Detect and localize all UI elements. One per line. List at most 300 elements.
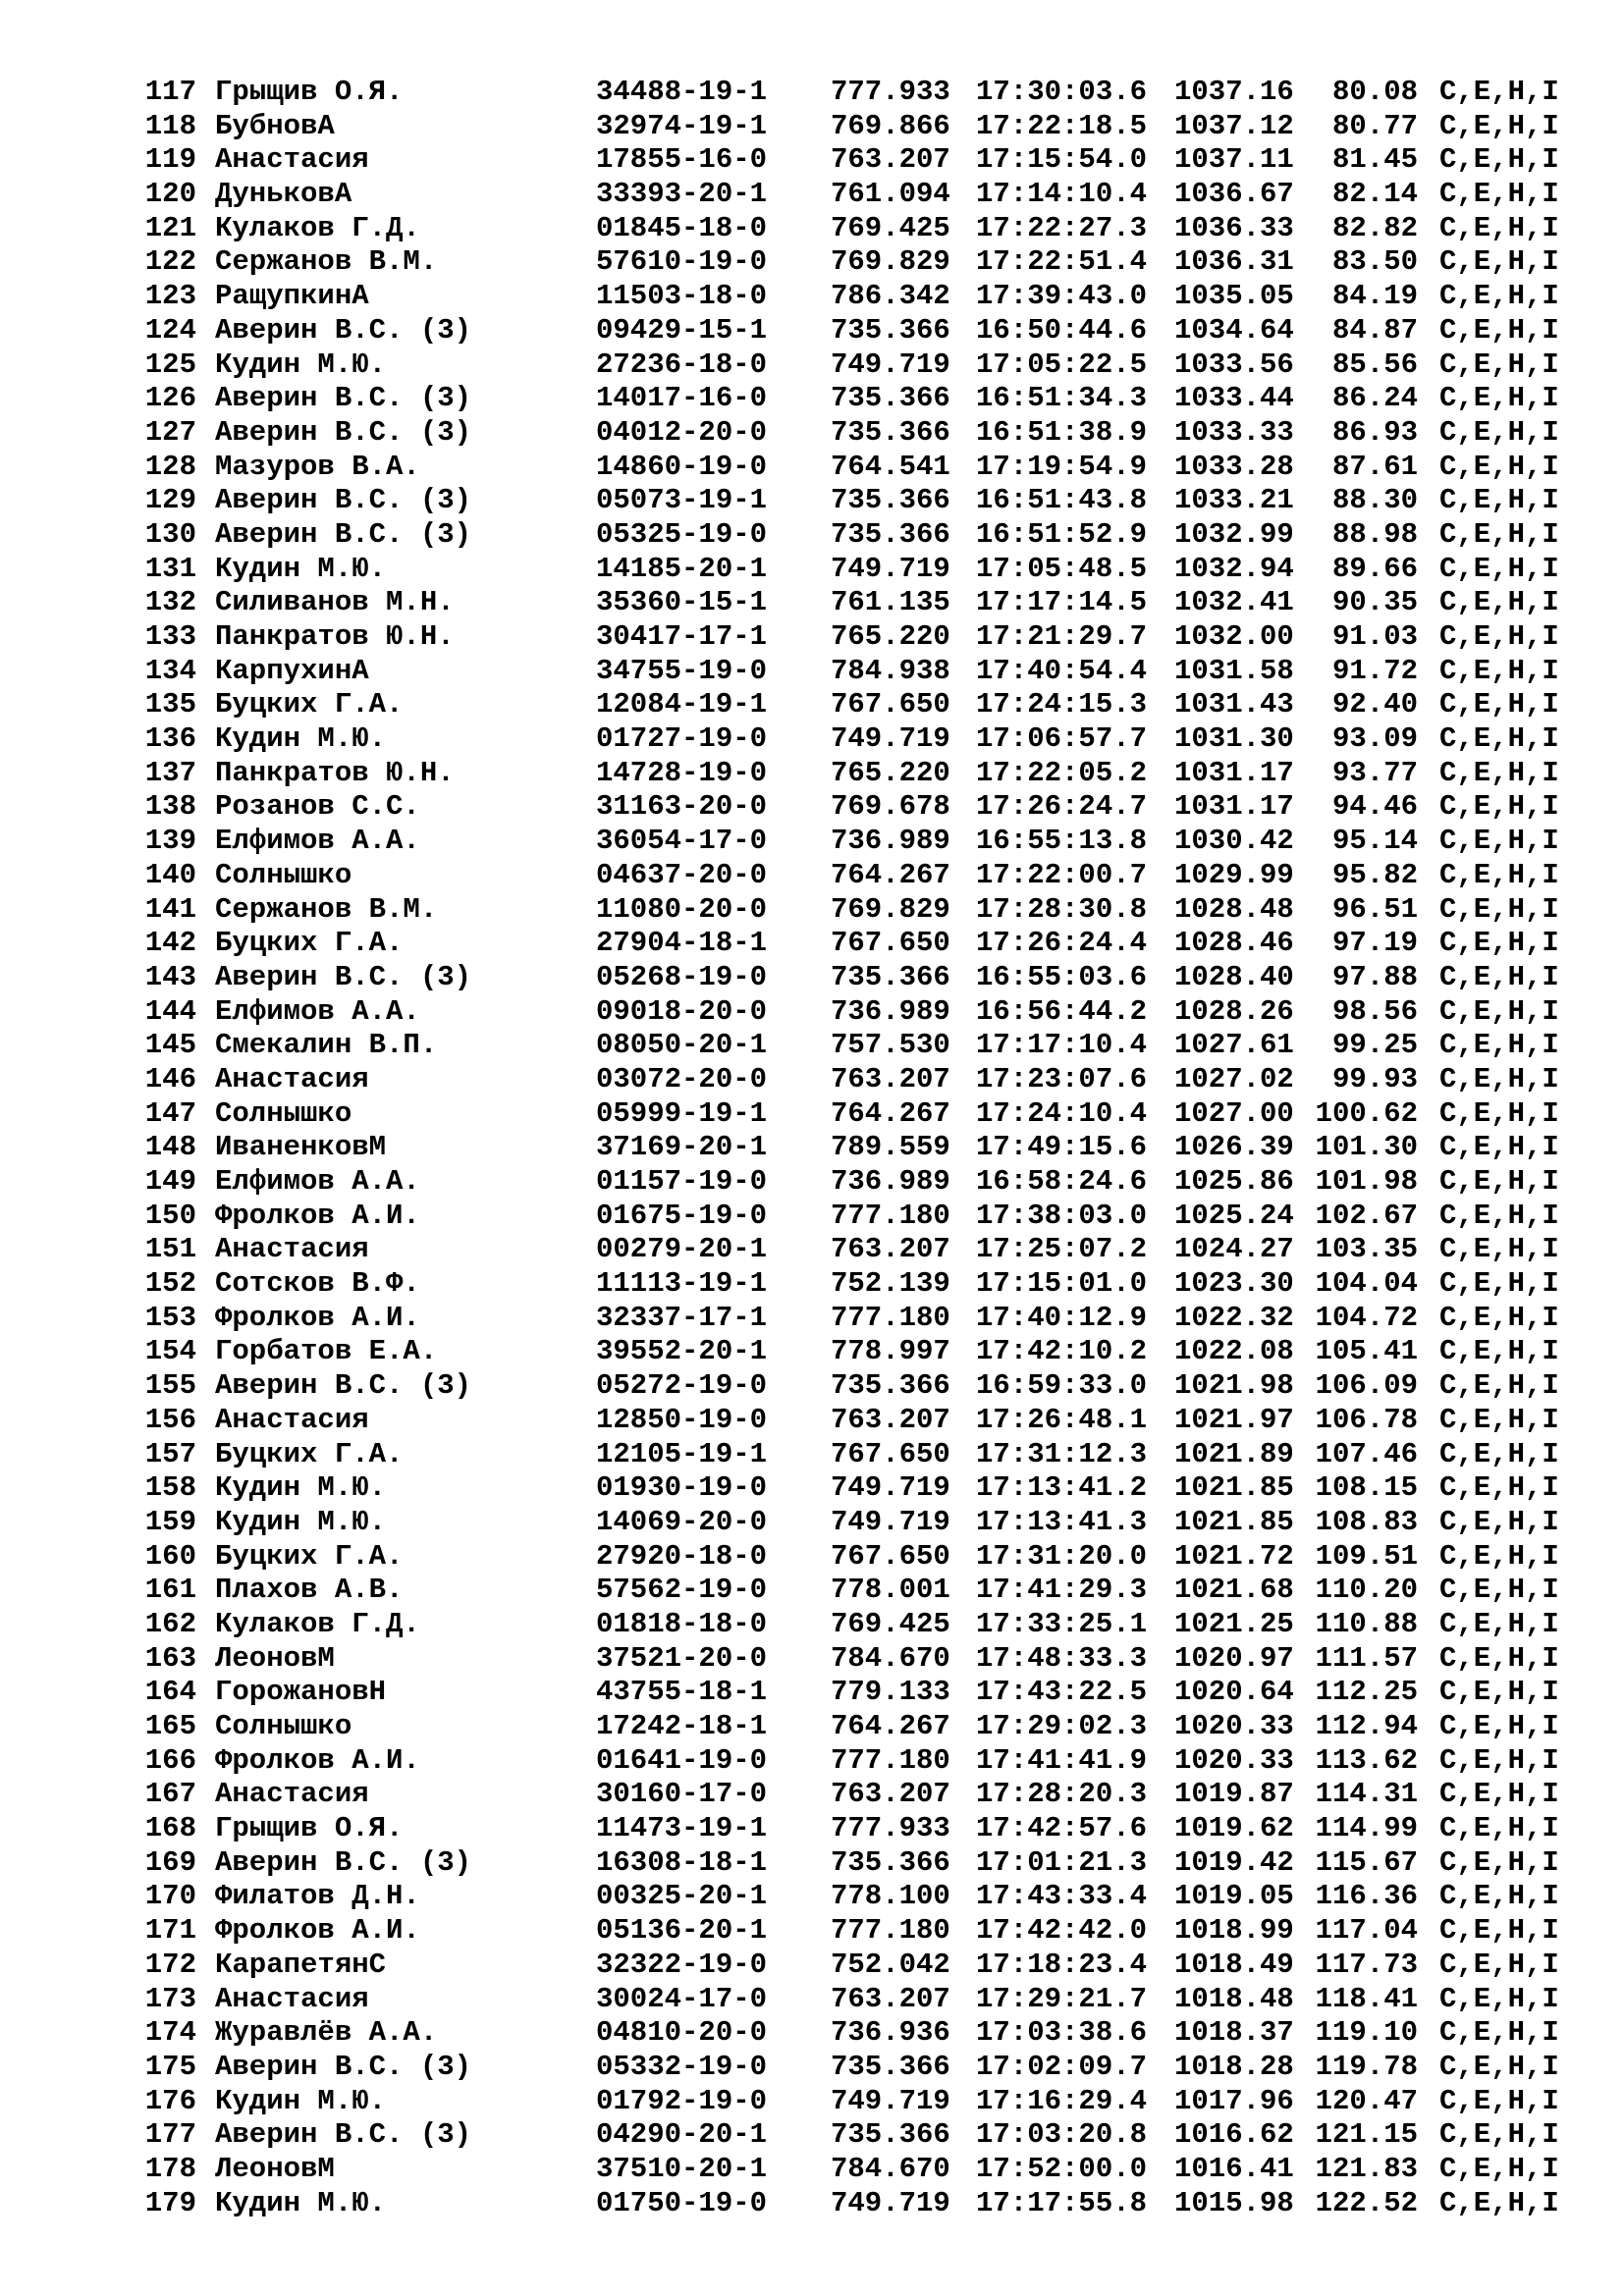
speed-cell: 1020.33: [1174, 1710, 1294, 1742]
arrival-time-cell: 17:17:10.4: [976, 1029, 1148, 1062]
classes-cell: C,E,H,I: [1439, 927, 1559, 960]
name-cell: Фролков А.И.: [215, 1199, 420, 1232]
result-row: [142, 348, 1576, 383]
classes-cell: C,E,H,I: [1439, 1267, 1559, 1301]
place-cell: 128: [144, 450, 196, 483]
name-cell: Аверин В.С. (3): [215, 415, 472, 449]
name-cell: Смекалин В.П.: [215, 1029, 438, 1062]
coefficient-cell: 100.62: [1315, 1096, 1418, 1130]
ring-number-cell: 37169-20-1: [596, 1131, 768, 1164]
classes-cell: C,E,H,I: [1439, 1914, 1559, 1948]
arrival-time-cell: 17:19:54.9: [976, 450, 1148, 483]
speed-cell: 1035.05: [1174, 280, 1294, 313]
result-row: [142, 245, 1576, 280]
arrival-time-cell: 17:22:05.2: [976, 756, 1148, 789]
result-row: [142, 2016, 1576, 2051]
classes-cell: C,E,H,I: [1439, 313, 1559, 347]
distance-cell: 767.650: [831, 688, 950, 721]
result-row: [142, 893, 1576, 928]
distance-cell: 749.719: [831, 1505, 950, 1538]
speed-cell: 1031.30: [1174, 722, 1294, 756]
name-cell: Аверин В.С. (3): [215, 313, 472, 347]
ring-number-cell: 30417-17-1: [596, 620, 768, 653]
coefficient-cell: 112.25: [1315, 1676, 1418, 1709]
ring-number-cell: 01641-19-0: [596, 1743, 768, 1777]
place-cell: 138: [144, 790, 196, 824]
distance-cell: 763.207: [831, 1778, 950, 1811]
arrival-time-cell: 17:21:29.7: [976, 620, 1148, 653]
speed-cell: 1016.41: [1174, 2152, 1294, 2185]
arrival-time-cell: 17:31:12.3: [976, 1437, 1148, 1470]
name-cell: Буцких Г.А.: [215, 688, 404, 721]
classes-cell: C,E,H,I: [1439, 1607, 1559, 1640]
classes-cell: C,E,H,I: [1439, 722, 1559, 756]
classes-cell: C,E,H,I: [1439, 1982, 1559, 2015]
classes-cell: C,E,H,I: [1439, 1539, 1559, 1573]
arrival-time-cell: 17:41:29.3: [976, 1574, 1148, 1607]
arrival-time-cell: 17:42:42.0: [976, 1914, 1148, 1948]
distance-cell: 778.001: [831, 1574, 950, 1607]
distance-cell: 764.267: [831, 858, 950, 891]
speed-cell: 1033.33: [1174, 415, 1294, 449]
classes-cell: C,E,H,I: [1439, 688, 1559, 721]
name-cell: Анастасия: [215, 1778, 369, 1811]
coefficient-cell: 80.08: [1331, 76, 1418, 108]
arrival-time-cell: 16:51:34.3: [976, 382, 1148, 415]
ring-number-cell: 05332-19-0: [596, 2050, 768, 2083]
place-cell: 146: [144, 1062, 196, 1095]
coefficient-cell: 89.66: [1331, 552, 1418, 585]
name-cell: Сержанов В.М.: [215, 245, 438, 279]
arrival-time-cell: 17:24:10.4: [976, 1096, 1148, 1130]
classes-cell: C,E,H,I: [1439, 756, 1559, 789]
ring-number-cell: 57610-19-0: [596, 245, 768, 279]
name-cell: Кудин М.Ю.: [215, 1505, 387, 1538]
classes-cell: C,E,H,I: [1439, 2084, 1559, 2117]
ring-number-cell: 32322-19-0: [596, 1948, 768, 1981]
ring-number-cell: 17855-16-0: [596, 143, 768, 177]
coefficient-cell: 99.25: [1331, 1029, 1418, 1062]
speed-cell: 1020.33: [1174, 1743, 1294, 1777]
distance-cell: 735.366: [831, 1369, 950, 1403]
result-row: [142, 1097, 1576, 1132]
speed-cell: 1021.72: [1174, 1539, 1294, 1573]
name-cell: Аверин В.С. (3): [215, 382, 472, 415]
classes-cell: C,E,H,I: [1439, 1199, 1559, 1232]
result-row: [142, 1029, 1576, 1063]
distance-cell: 789.559: [831, 1131, 950, 1164]
place-cell: 162: [144, 1607, 196, 1640]
name-cell: Кулаков Г.Д.: [215, 1607, 420, 1640]
classes-cell: C,E,H,I: [1439, 1233, 1559, 1266]
result-row: [142, 825, 1576, 859]
place-cell: 160: [144, 1539, 196, 1573]
ring-number-cell: 01157-19-0: [596, 1165, 768, 1198]
coefficient-cell: 104.04: [1315, 1267, 1418, 1301]
coefficient-cell: 118.41: [1315, 1982, 1418, 2015]
distance-cell: 777.180: [831, 1914, 950, 1948]
classes-cell: C,E,H,I: [1439, 1880, 1559, 1913]
place-cell: 119: [144, 143, 196, 177]
result-row: [142, 382, 1576, 416]
place-cell: 125: [144, 347, 196, 381]
place-cell: 137: [144, 756, 196, 789]
speed-cell: 1032.00: [1174, 620, 1294, 653]
classes-cell: C,E,H,I: [1439, 1403, 1559, 1436]
speed-cell: 1018.48: [1174, 1982, 1294, 2015]
place-cell: 159: [144, 1505, 196, 1538]
arrival-time-cell: 17:18:23.4: [976, 1948, 1148, 1981]
place-cell: 169: [144, 1845, 196, 1879]
coefficient-cell: 97.88: [1331, 960, 1418, 993]
speed-cell: 1020.97: [1174, 1641, 1294, 1675]
name-cell: Солнышко: [215, 858, 352, 891]
place-cell: 121: [144, 211, 196, 244]
result-row: [142, 1165, 1576, 1200]
place-cell: 175: [144, 2050, 196, 2083]
speed-cell: 1031.17: [1174, 756, 1294, 789]
arrival-time-cell: 16:51:52.9: [976, 517, 1148, 551]
speed-cell: 1016.62: [1174, 2118, 1294, 2152]
coefficient-cell: 111.57: [1315, 1641, 1418, 1675]
distance-cell: 763.207: [831, 1233, 950, 1266]
ring-number-cell: 11473-19-1: [596, 1812, 768, 1845]
arrival-time-cell: 17:02:09.7: [976, 2050, 1148, 2083]
classes-cell: C,E,H,I: [1439, 1471, 1559, 1505]
distance-cell: 765.220: [831, 756, 950, 789]
speed-cell: 1028.26: [1174, 994, 1294, 1028]
classes-cell: C,E,H,I: [1439, 2118, 1559, 2152]
name-cell: Елфимов А.А.: [215, 994, 420, 1028]
arrival-time-cell: 17:42:10.2: [976, 1335, 1148, 1368]
distance-cell: 784.670: [831, 1641, 950, 1675]
result-row: [142, 790, 1576, 825]
arrival-time-cell: 17:22:00.7: [976, 858, 1148, 891]
distance-cell: 786.342: [831, 280, 950, 313]
result-row: [142, 1404, 1576, 1438]
place-cell: 135: [144, 688, 196, 721]
name-cell: Анастасия: [215, 1403, 369, 1436]
result-row: [142, 451, 1576, 485]
arrival-time-cell: 17:13:41.3: [976, 1505, 1148, 1538]
result-row: [142, 927, 1576, 961]
coefficient-cell: 121.83: [1315, 2152, 1418, 2185]
name-cell: Анастасия: [215, 1233, 369, 1266]
result-row: [142, 2051, 1576, 2085]
distance-cell: 764.541: [831, 450, 950, 483]
place-cell: 163: [144, 1641, 196, 1675]
arrival-time-cell: 17:41:41.9: [976, 1743, 1148, 1777]
classes-cell: C,E,H,I: [1439, 1437, 1559, 1470]
distance-cell: 779.133: [831, 1676, 950, 1709]
result-row: [142, 212, 1576, 246]
coefficient-cell: 94.46: [1331, 790, 1418, 824]
result-row: [142, 586, 1576, 620]
distance-cell: 767.650: [831, 1539, 950, 1573]
classes-cell: C,E,H,I: [1439, 1369, 1559, 1403]
classes-cell: C,E,H,I: [1439, 484, 1559, 517]
speed-cell: 1028.48: [1174, 892, 1294, 926]
coefficient-cell: 113.62: [1315, 1743, 1418, 1777]
coefficient-cell: 117.04: [1315, 1914, 1418, 1948]
coefficient-cell: 102.67: [1315, 1199, 1418, 1232]
name-cell: Фролков А.И.: [215, 1301, 420, 1334]
name-cell: ЛеоновМ: [215, 2152, 335, 2185]
coefficient-cell: 122.52: [1315, 2186, 1418, 2219]
arrival-time-cell: 17:26:24.7: [976, 790, 1148, 824]
result-row: [142, 1302, 1576, 1336]
result-row: [142, 314, 1576, 348]
ring-number-cell: 12850-19-0: [596, 1403, 768, 1436]
result-row: [142, 1983, 1576, 2017]
coefficient-cell: 101.98: [1315, 1165, 1418, 1198]
distance-cell: 765.220: [831, 620, 950, 653]
arrival-time-cell: 17:43:33.4: [976, 1880, 1148, 1913]
ring-number-cell: 30160-17-0: [596, 1778, 768, 1811]
distance-cell: 735.366: [831, 517, 950, 551]
name-cell: Аверин В.С. (3): [215, 2118, 472, 2152]
name-cell: Кудин М.Ю.: [215, 2186, 387, 2219]
distance-cell: 784.670: [831, 2152, 950, 2185]
ring-number-cell: 12084-19-1: [596, 688, 768, 721]
result-row: [142, 2118, 1576, 2153]
place-cell: 164: [144, 1676, 196, 1709]
place-cell: 126: [144, 382, 196, 415]
ring-number-cell: 09018-20-0: [596, 994, 768, 1028]
name-cell: Солнышко: [215, 1096, 352, 1130]
name-cell: Силиванов М.Н.: [215, 586, 455, 619]
distance-cell: 735.366: [831, 415, 950, 449]
coefficient-cell: 120.47: [1315, 2084, 1418, 2117]
place-cell: 156: [144, 1403, 196, 1436]
classes-cell: C,E,H,I: [1439, 1062, 1559, 1095]
name-cell: Буцких Г.А.: [215, 1437, 404, 1470]
arrival-time-cell: 17:03:20.8: [976, 2118, 1148, 2152]
result-row: [142, 961, 1576, 995]
ring-number-cell: 01675-19-0: [596, 1199, 768, 1232]
ring-number-cell: 04290-20-1: [596, 2118, 768, 2152]
coefficient-cell: 110.20: [1315, 1574, 1418, 1607]
ring-number-cell: 27904-18-1: [596, 927, 768, 960]
distance-cell: 749.719: [831, 1471, 950, 1505]
distance-cell: 767.650: [831, 927, 950, 960]
arrival-time-cell: 17:22:27.3: [976, 211, 1148, 244]
coefficient-cell: 88.30: [1331, 484, 1418, 517]
ring-number-cell: 27236-18-0: [596, 347, 768, 381]
distance-cell: 749.719: [831, 552, 950, 585]
arrival-time-cell: 17:24:15.3: [976, 688, 1148, 721]
place-cell: 141: [144, 892, 196, 926]
ring-number-cell: 36054-17-0: [596, 825, 768, 858]
place-cell: 142: [144, 927, 196, 960]
ring-number-cell: 01930-19-0: [596, 1471, 768, 1505]
ring-number-cell: 01792-19-0: [596, 2084, 768, 2117]
distance-cell: 749.719: [831, 2186, 950, 2219]
speed-cell: 1031.43: [1174, 688, 1294, 721]
ring-number-cell: 12105-19-1: [596, 1437, 768, 1470]
classes-cell: C,E,H,I: [1439, 1096, 1559, 1130]
distance-cell: 761.135: [831, 586, 950, 619]
name-cell: Аверин В.С. (3): [215, 1845, 472, 1879]
speed-cell: 1030.42: [1174, 825, 1294, 858]
speed-cell: 1036.31: [1174, 245, 1294, 279]
ring-number-cell: 09429-15-1: [596, 313, 768, 347]
ring-number-cell: 37521-20-0: [596, 1641, 768, 1675]
result-row: [142, 1846, 1576, 1881]
place-cell: 167: [144, 1778, 196, 1811]
coefficient-cell: 83.50: [1331, 245, 1418, 279]
result-row: [142, 110, 1576, 144]
result-row: [142, 655, 1576, 689]
speed-cell: 1033.44: [1174, 382, 1294, 415]
coefficient-cell: 105.41: [1315, 1335, 1418, 1368]
place-cell: 173: [144, 1982, 196, 2015]
classes-cell: C,E,H,I: [1439, 1676, 1559, 1709]
ring-number-cell: 17242-18-1: [596, 1710, 768, 1742]
result-row: [142, 722, 1576, 757]
place-cell: 168: [144, 1812, 196, 1845]
arrival-time-cell: 17:03:38.6: [976, 2016, 1148, 2050]
classes-cell: C,E,H,I: [1439, 1710, 1559, 1742]
coefficient-cell: 82.14: [1331, 178, 1418, 211]
speed-cell: 1018.49: [1174, 1948, 1294, 1981]
classes-cell: C,E,H,I: [1439, 858, 1559, 891]
place-cell: 127: [144, 415, 196, 449]
ring-number-cell: 16308-18-1: [596, 1845, 768, 1879]
place-cell: 178: [144, 2152, 196, 2185]
name-cell: Розанов С.С.: [215, 790, 420, 824]
arrival-time-cell: 17:05:48.5: [976, 552, 1148, 585]
name-cell: Грыщив О.Я.: [215, 1812, 404, 1845]
arrival-time-cell: 17:22:18.5: [976, 109, 1148, 142]
ring-number-cell: 05999-19-1: [596, 1096, 768, 1130]
distance-cell: 777.180: [831, 1199, 950, 1232]
coefficient-cell: 92.40: [1331, 688, 1418, 721]
distance-cell: 769.866: [831, 109, 950, 142]
name-cell: Аверин В.С. (3): [215, 517, 472, 551]
coefficient-cell: 116.36: [1315, 1880, 1418, 1913]
arrival-time-cell: 17:15:54.0: [976, 143, 1148, 177]
coefficient-cell: 119.10: [1315, 2016, 1418, 2050]
arrival-time-cell: 17:39:43.0: [976, 280, 1148, 313]
ring-number-cell: 32337-17-1: [596, 1301, 768, 1334]
ring-number-cell: 04810-20-0: [596, 2016, 768, 2050]
arrival-time-cell: 16:56:44.2: [976, 994, 1148, 1028]
coefficient-cell: 112.94: [1315, 1710, 1418, 1742]
arrival-time-cell: 16:55:03.6: [976, 960, 1148, 993]
speed-cell: 1022.32: [1174, 1301, 1294, 1334]
ring-number-cell: 14185-20-1: [596, 552, 768, 585]
distance-cell: 778.100: [831, 1880, 950, 1913]
classes-cell: C,E,H,I: [1439, 994, 1559, 1028]
ring-number-cell: 11113-19-1: [596, 1267, 768, 1301]
distance-cell: 752.042: [831, 1948, 950, 1981]
coefficient-cell: 86.24: [1331, 382, 1418, 415]
distance-cell: 736.989: [831, 825, 950, 858]
name-cell: ДуньковА: [215, 178, 352, 211]
ring-number-cell: 08050-20-1: [596, 1029, 768, 1062]
ring-number-cell: 04012-20-0: [596, 415, 768, 449]
arrival-time-cell: 17:31:20.0: [976, 1539, 1148, 1573]
classes-cell: C,E,H,I: [1439, 892, 1559, 926]
arrival-time-cell: 17:26:48.1: [976, 1403, 1148, 1436]
coefficient-cell: 119.78: [1315, 2050, 1418, 2083]
arrival-time-cell: 17:25:07.2: [976, 1233, 1148, 1266]
place-cell: 120: [144, 178, 196, 211]
place-cell: 179: [144, 2186, 196, 2219]
arrival-time-cell: 16:55:13.8: [976, 825, 1148, 858]
speed-cell: 1021.98: [1174, 1369, 1294, 1403]
coefficient-cell: 110.88: [1315, 1607, 1418, 1640]
arrival-time-cell: 16:58:24.6: [976, 1165, 1148, 1198]
distance-cell: 777.933: [831, 76, 950, 108]
place-cell: 136: [144, 722, 196, 756]
distance-cell: 752.139: [831, 1267, 950, 1301]
ring-number-cell: 57562-19-0: [596, 1574, 768, 1607]
result-row: [142, 1778, 1576, 1812]
place-cell: 147: [144, 1096, 196, 1130]
ring-number-cell: 39552-20-1: [596, 1335, 768, 1368]
arrival-time-cell: 17:15:01.0: [976, 1267, 1148, 1301]
arrival-time-cell: 17:05:22.5: [976, 347, 1148, 381]
result-row: [142, 1063, 1576, 1097]
name-cell: Аверин В.С. (3): [215, 2050, 472, 2083]
distance-cell: 769.829: [831, 245, 950, 279]
place-cell: 170: [144, 1880, 196, 1913]
result-row: [142, 620, 1576, 655]
result-row: [142, 416, 1576, 451]
classes-cell: C,E,H,I: [1439, 2016, 1559, 2050]
place-cell: 158: [144, 1471, 196, 1505]
place-cell: 174: [144, 2016, 196, 2050]
classes-cell: C,E,H,I: [1439, 178, 1559, 211]
distance-cell: 749.719: [831, 2084, 950, 2117]
distance-cell: 749.719: [831, 722, 950, 756]
coefficient-cell: 121.15: [1315, 2118, 1418, 2152]
ring-number-cell: 05325-19-0: [596, 517, 768, 551]
name-cell: Аверин В.С. (3): [215, 484, 472, 517]
classes-cell: C,E,H,I: [1439, 1743, 1559, 1777]
distance-cell: 749.719: [831, 347, 950, 381]
arrival-time-cell: 16:50:44.6: [976, 313, 1148, 347]
place-cell: 133: [144, 620, 196, 653]
ring-number-cell: 14860-19-0: [596, 450, 768, 483]
distance-cell: 769.678: [831, 790, 950, 824]
result-row: [142, 2153, 1576, 2187]
distance-cell: 769.829: [831, 892, 950, 926]
distance-cell: 735.366: [831, 313, 950, 347]
classes-cell: C,E,H,I: [1439, 586, 1559, 619]
classes-cell: C,E,H,I: [1439, 143, 1559, 177]
place-cell: 172: [144, 1948, 196, 1981]
classes-cell: C,E,H,I: [1439, 415, 1559, 449]
classes-cell: C,E,H,I: [1439, 1335, 1559, 1368]
coefficient-cell: 114.31: [1315, 1778, 1418, 1811]
arrival-time-cell: 17:17:14.5: [976, 586, 1148, 619]
result-row: [142, 1335, 1576, 1369]
result-row: [142, 280, 1576, 314]
classes-cell: C,E,H,I: [1439, 1641, 1559, 1675]
classes-cell: C,E,H,I: [1439, 347, 1559, 381]
place-cell: 154: [144, 1335, 196, 1368]
speed-cell: 1020.64: [1174, 1676, 1294, 1709]
classes-cell: C,E,H,I: [1439, 450, 1559, 483]
result-row: [142, 1744, 1576, 1779]
name-cell: Елфимов А.А.: [215, 1165, 420, 1198]
speed-cell: 1017.96: [1174, 2084, 1294, 2117]
coefficient-cell: 91.72: [1331, 654, 1418, 687]
arrival-time-cell: 17:14:10.4: [976, 178, 1148, 211]
